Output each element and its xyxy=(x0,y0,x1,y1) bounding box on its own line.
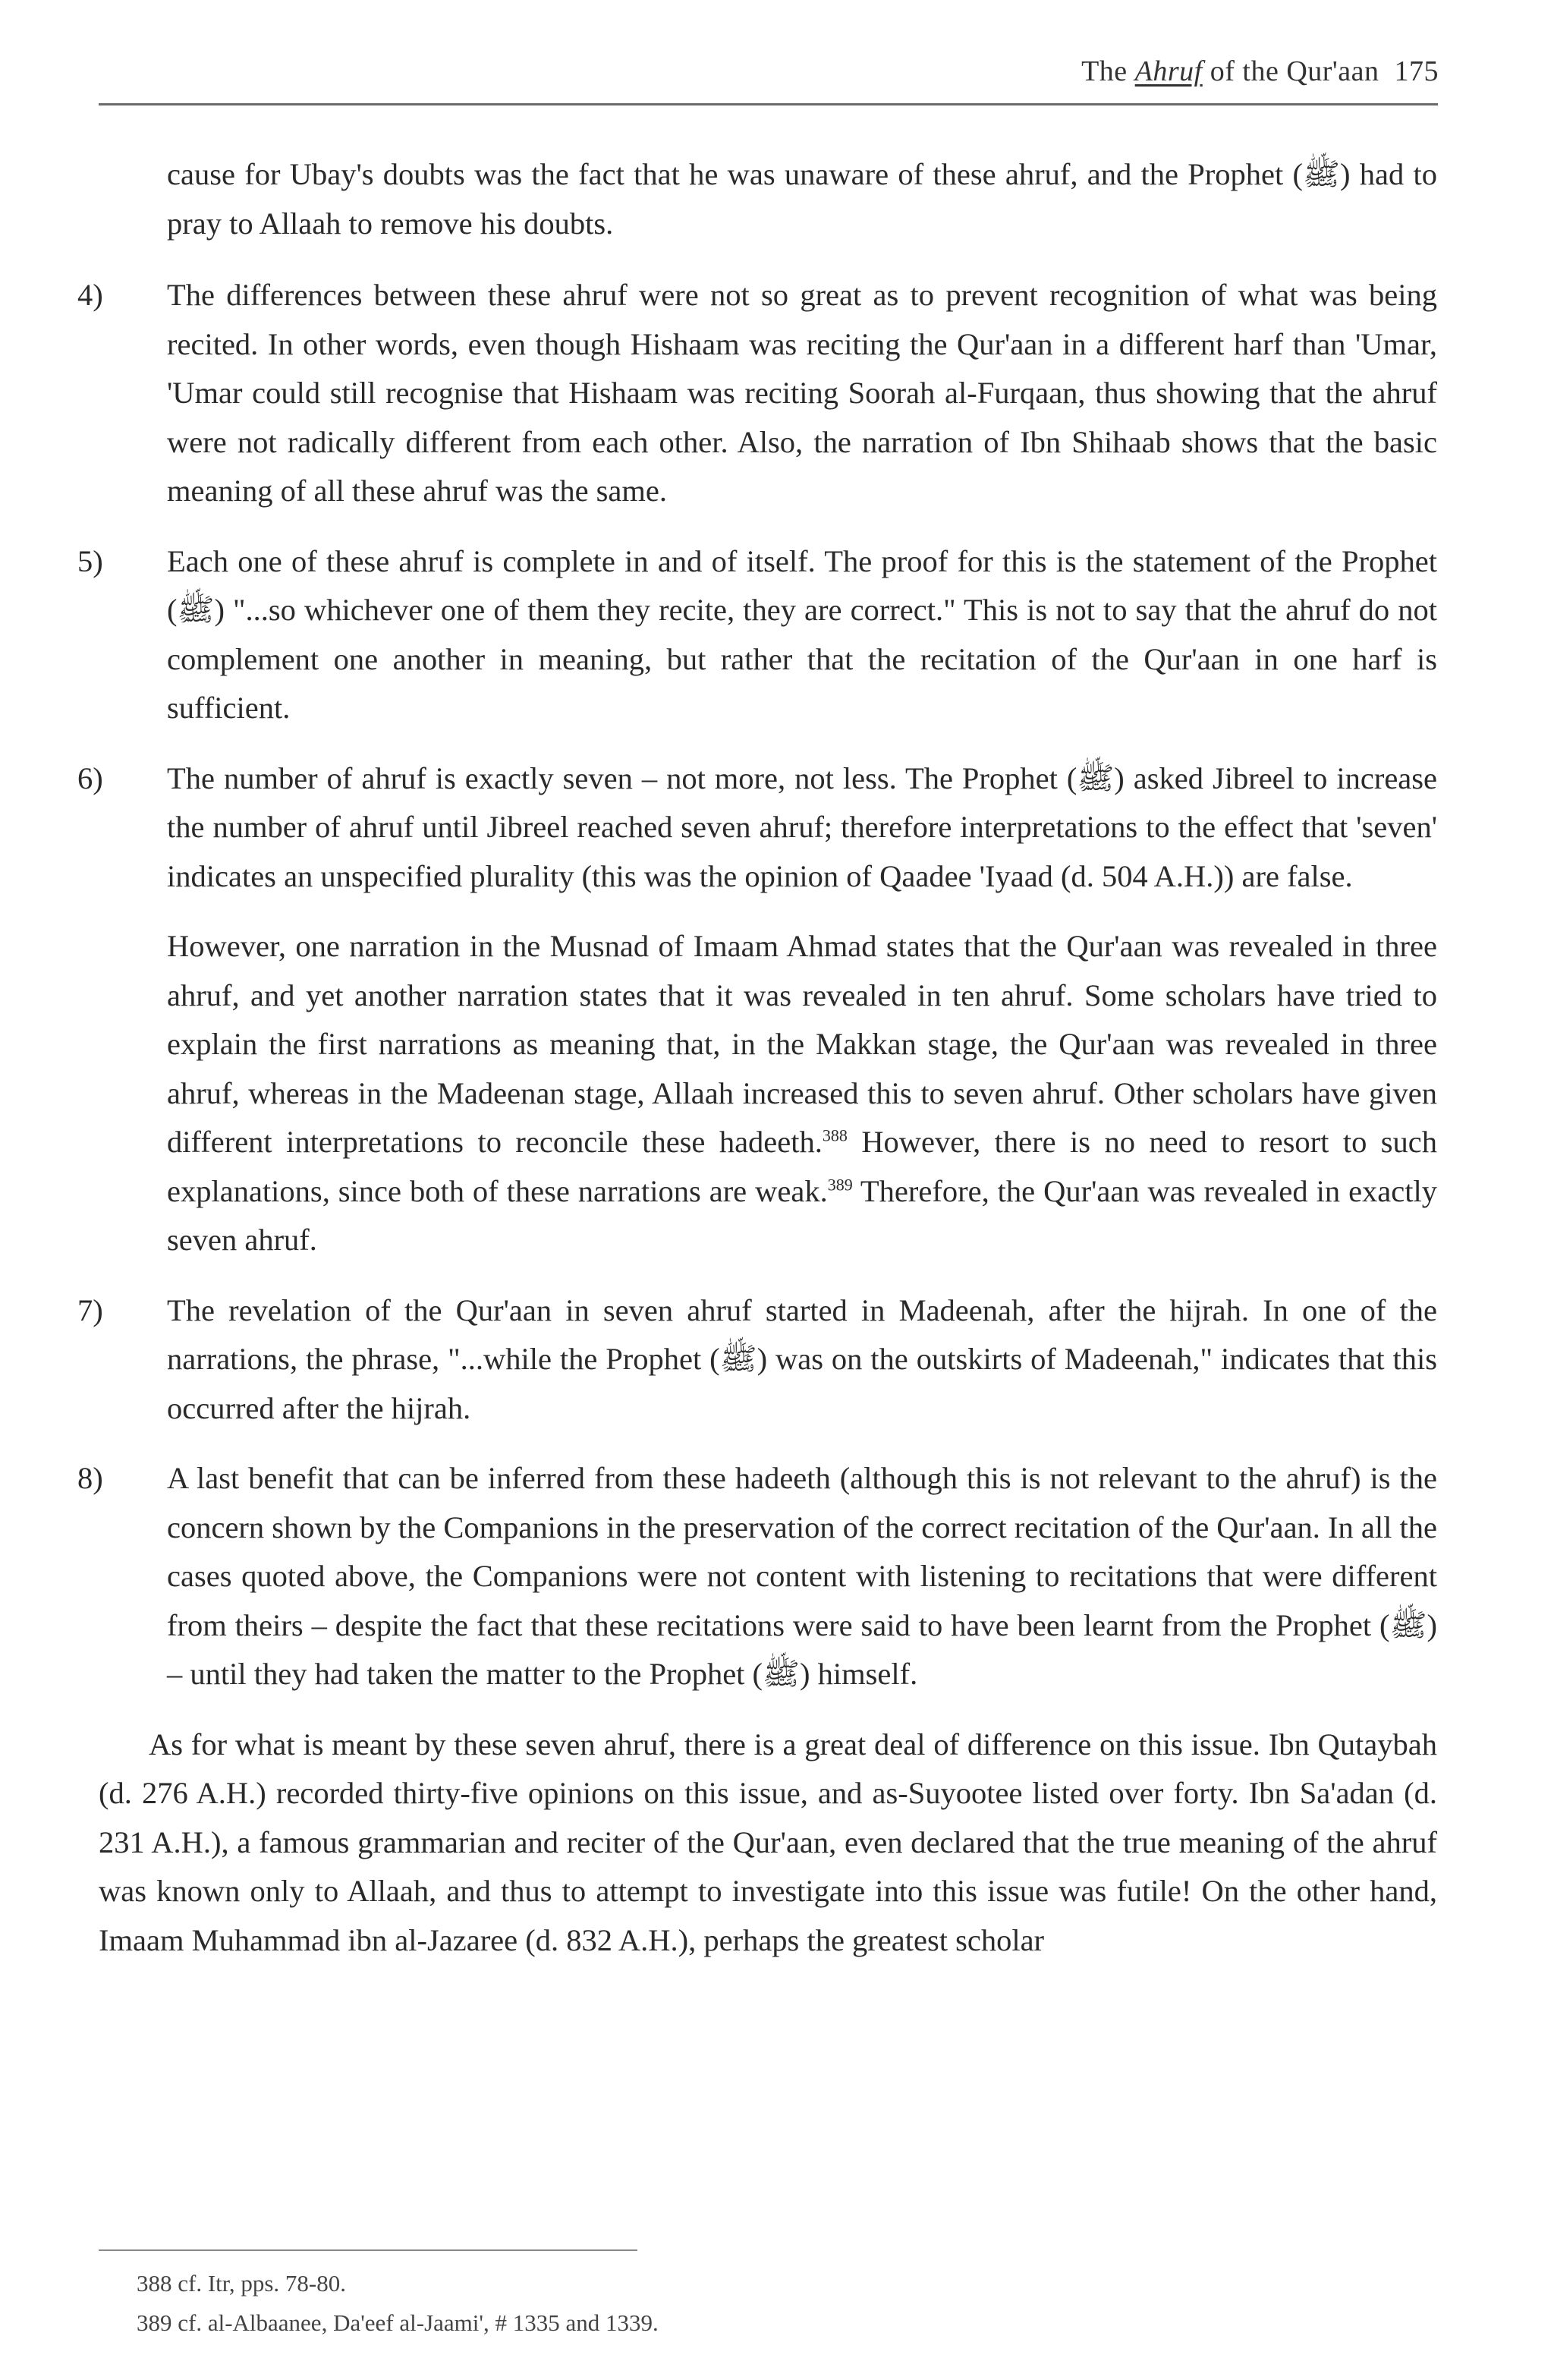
footnote-rule xyxy=(99,2249,637,2251)
page-number: 175 xyxy=(1394,55,1439,87)
header-post: of the Qur'aan xyxy=(1202,55,1379,87)
footnote-389: 389 cf. al-Albaanee, Da'eef al-Jaami', # 1335 and 1339. xyxy=(137,2309,659,2336)
item-text: Each one of these ahruf is complete in and of itself. The proof for this is the statement of the Prophet (ﷺ) "...so whichever one of them they recite, they are correct." This is not to say that the ahruf do not complement one another in meaning, but rather that the recitation of the Qur'aan in one harf is sufficient. xyxy=(167,543,1437,725)
list-item-4 xyxy=(77,271,1437,516)
item-text: The revelation of the Qur'aan in seven ahruf started in Madeenah, after the hijrah. In one of the narrations, the phrase, "...while the Prophet (ﷺ) was on the outskirts of Madeenah," indicates that this occurred after the hijrah. xyxy=(167,1292,1437,1425)
item-number: 6) xyxy=(77,760,103,795)
header-term: Ahruf xyxy=(1134,55,1203,87)
footnote-ref-388[interactable]: 388 xyxy=(822,1125,848,1145)
item-number: 5) xyxy=(77,543,103,578)
item-number: 8) xyxy=(77,1461,103,1495)
footnotes xyxy=(137,2264,1351,2343)
item-text: A last benefit that can be inferred from these hadeeth (although this is not relevant to the ahruf) is the concern shown by the Companions in the preservation of the correct recitation of the Qur'aan. In all the cases quoted above, the Companions were not content with listening to recitations that were different from theirs – despite the fact that these recitations were said to have been learnt from the Prophet (ﷺ) – until they had taken the matter to the Prophet (ﷺ) himself. xyxy=(167,1461,1437,1691)
header-pre: The xyxy=(1081,55,1135,87)
item-number: 4) xyxy=(77,278,103,312)
closing-block xyxy=(0,1720,1437,1966)
cont-text-3: Therefore, the Qur'aan was revealed in exactly seven ahruf. xyxy=(167,1173,1437,1257)
closing-paragraph: As for what is meant by these seven ahruf, there is a great deal of difference on this issue. Ibn Qutaybah (d. 276 A.H.) recorded thirty-five opinions on this issue, and as-Suyootee listed over forty. Ibn Sa'adan (d. 231 A.H.), a famous grammarian and reciter of the Qur'aan, even declared that the true meaning of the ahruf was known only to Allaah, and thus to attempt to investigate into this issue was futile! On the other hand, Imaam Muhammad ibn al-Jazaree (d. 832 A.H.), perhaps the greatest scholar xyxy=(99,1727,1437,1957)
cont-text-1: However, one narration in the Musnad of Imaam Ahmad states that the Qur'aan was revealed in three ahruf, and yet another narration states that it was revealed in ten ahruf. Some scholars have tried to explain the first narrations as meaning that, in the Makkan stage, the Qur'aan was revealed in three ahruf, whereas in the Madeenan stage, Allaah increased this to seven ahruf. Other scholars have given different interpretations to reconcile these hadeeth. xyxy=(167,929,1437,1159)
list-item-8 xyxy=(77,1454,1437,1699)
header-rule xyxy=(99,103,1438,105)
footnote-ref-389[interactable]: 389 xyxy=(827,1175,853,1194)
footnote-388: 388 cf. Itr, pps. 78-80. xyxy=(137,2270,346,2297)
item-text: The differences between these ahruf were not so great as to prevent recognition of what was being recited. In other words, even though Hishaam was reciting the Qur'aan in a different harf than 'Umar, 'Umar could still recognise that Hishaam was reciting Soorah al-Furqaan, thus showing that the ahruf were not radically different from each other. Also, the narration of Ibn Shihaab shows that the basic meaning of all these ahruf was the same. xyxy=(167,278,1437,508)
list-item-6 xyxy=(77,754,1438,902)
list-item-7 xyxy=(77,1286,1437,1434)
item-number: 7) xyxy=(77,1292,103,1327)
item-6-continuation xyxy=(149,922,1437,1265)
paragraph-continued: cause for Ubay's doubts was the fact that he was unaware of these ahruf, and the Prophet (ﷺ) had to pray to Allaah to remove his doubts. xyxy=(167,157,1438,241)
cont-text-2: However, there is no need to resort to such explanations, since both of these narrations are weak. xyxy=(167,1125,1437,1208)
body-text xyxy=(77,150,1438,1965)
running-header xyxy=(1081,55,1439,88)
list-item-5 xyxy=(77,537,1437,733)
item-text: The number of ahruf is exactly seven – not more, not less. The Prophet (ﷺ) asked Jibreel to increase the number of ahruf until Jibreel reached seven ahruf; therefore interpretations to the effect that 'seven' indicates an unspecified plurality (this was the opinion of Qaadee 'Iyaad (d. 504 A.H.)) are false. xyxy=(167,760,1438,893)
